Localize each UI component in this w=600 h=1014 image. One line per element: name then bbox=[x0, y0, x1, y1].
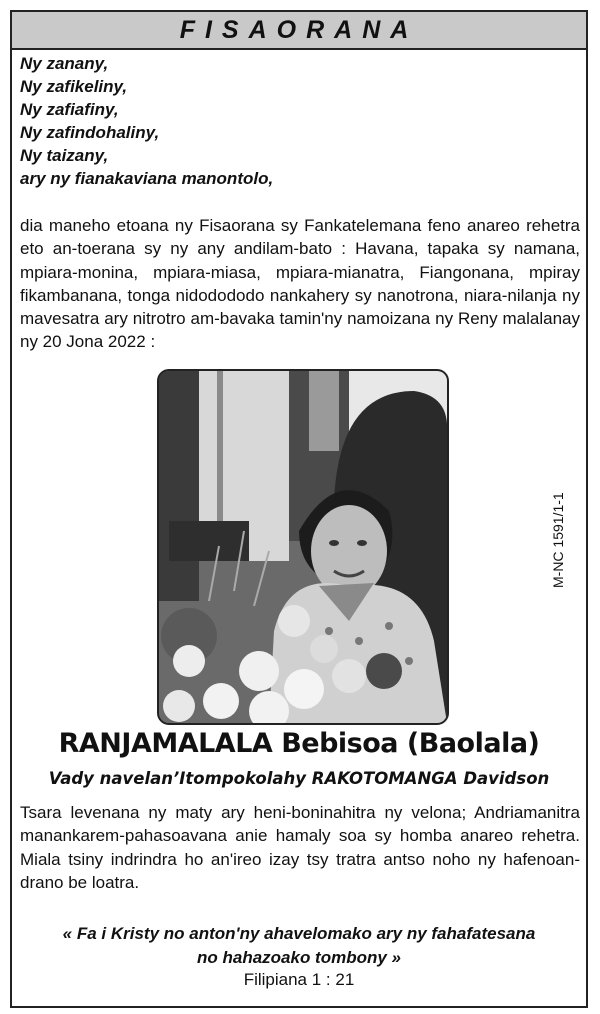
verse-line: « Fa i Kristy no anton'ny ahavelomako ary ny fahafatesana bbox=[62, 924, 536, 943]
spouse-line: Vady navelan’Itompokolahy RAKOTOMANGA Davidson bbox=[48, 769, 550, 788]
portrait-photo bbox=[157, 369, 449, 725]
verse-reference: Filipiana 1 : 21 bbox=[243, 970, 355, 989]
verse-line: no hahazoako tombony » bbox=[196, 948, 402, 967]
header-title: FISAORANA bbox=[179, 15, 419, 44]
portrait-illustration bbox=[159, 371, 447, 723]
greeting-line: Ny zafiafiny, bbox=[20, 100, 119, 119]
greetings-list bbox=[20, 52, 580, 190]
thanks-paragraph: Tsara levenana ny maty ary heni-boninahitra ny velona; Andriamanitra manankarem-pahasoavana anie hamaly soa sy homba anareo rehetra. Miala tsiny indrindra ho an'ireo izay tsy tratra antso noho ny hafenoan-drano be loatra. bbox=[20, 803, 580, 892]
notice-frame bbox=[10, 10, 588, 1008]
reference-code: M-NC 1591/1-1 bbox=[550, 492, 566, 588]
greeting-line: Ny taizany, bbox=[20, 146, 109, 165]
intro-paragraph: dia maneho etoana ny Fisaorana sy Fankatelemana feno anareo rehetra eto an-toerana sy ny any andilam-bato : Havana, tapaka sy namana, mpiara-monina, mpiara-miasa, mpiara-mianatra, Fiangonana, mpiray fikambanana, tonga nidodododo nankahery sy nanotrona, niara-nilanja ny mavesatra ary nitrotro am-bavaka tamin'ny namoizana ny Reny malalanay ny 20 Jona 2022 : bbox=[20, 216, 580, 352]
greeting-line: Ny zanany, bbox=[20, 54, 109, 73]
greeting-line: Ny zafikeliny, bbox=[20, 77, 128, 96]
bible-verse bbox=[12, 922, 586, 970]
deceased-name: RANJAMALALA Bebisoa (Baolala) bbox=[58, 728, 540, 759]
header-bar bbox=[12, 12, 586, 50]
greeting-line: Ny zafindohaliny, bbox=[20, 123, 160, 142]
greeting-line: ary ny fianakaviana manontolo, bbox=[20, 169, 274, 188]
